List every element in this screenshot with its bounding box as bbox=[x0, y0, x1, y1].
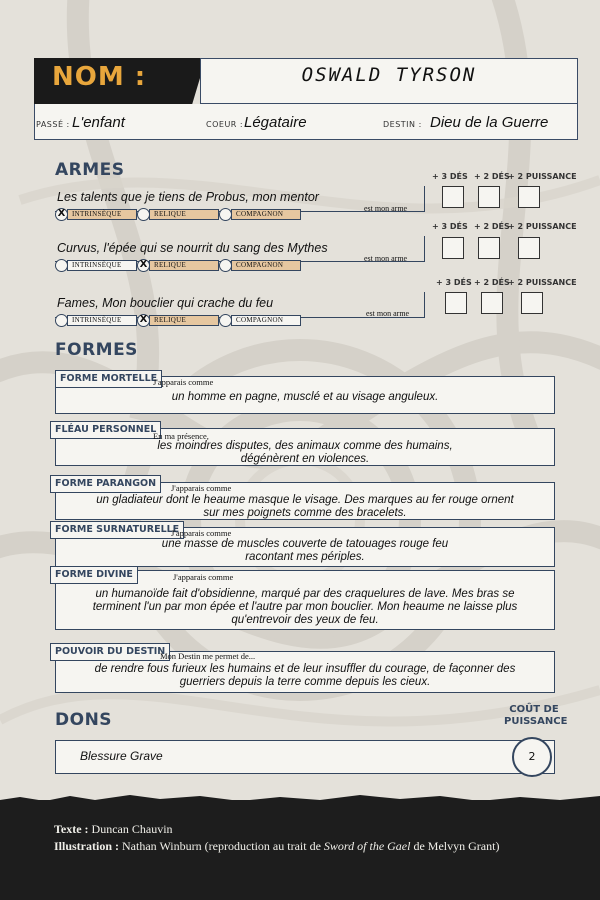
weapon-1-relique-label: RELIQUE bbox=[149, 209, 219, 220]
weapon-1-intrinseque-checkbox[interactable]: X bbox=[55, 208, 68, 221]
coeur-label: COEUR : bbox=[206, 120, 244, 129]
weapon-1-suffix: est mon arme bbox=[364, 204, 408, 213]
fleau-personnel-text: les moindres disputes, des animaux comme des humains, dégénèrent en violences. bbox=[157, 440, 453, 465]
credit-illustration: Illustration : Nathan Winburn (reproduction au trait de Sword of the Gael de Melvyn Grant) bbox=[54, 839, 500, 853]
dice-label-3-des-2: + 3 DÉS bbox=[432, 222, 468, 231]
weapon-3-compagnon-label: COMPAGNON bbox=[231, 315, 301, 326]
dice-box-1-1[interactable] bbox=[442, 186, 464, 208]
dice-label-puissance-2: + 2 PUISSANCE bbox=[508, 222, 577, 231]
dice-label-3-des-3: + 3 DÉS bbox=[436, 278, 472, 287]
coeur-value[interactable]: Légataire bbox=[244, 114, 307, 131]
weapon-2-relique-label: RELIQUE bbox=[149, 260, 219, 271]
don-text: Blessure Grave bbox=[80, 749, 163, 763]
dice-box-2-2[interactable] bbox=[478, 237, 500, 259]
dice-label-3-des-1: + 3 DÉS bbox=[432, 172, 468, 181]
weapon-3-suffix: est mon arme bbox=[366, 309, 410, 318]
destin-label: DESTIN : bbox=[383, 120, 422, 129]
weapon-2-compagnon-checkbox[interactable] bbox=[219, 259, 232, 272]
weapon-1-intrinseque-label: INTRINSÈQUE bbox=[67, 209, 137, 220]
weapon-2-intrinseque-checkbox[interactable] bbox=[55, 259, 68, 272]
weapon-1-compagnon-label: COMPAGNON bbox=[231, 209, 301, 220]
forme-divine-text: un humanoïde fait d'obsidienne, marqué par des craquelures de lave. Mes bras se terminent l'un par mon épée et l'autre par mon bouclier. Mon heaume ne laisse plus qu'entrevoir des yeux de feu. bbox=[92, 588, 518, 626]
dons-title: DONS bbox=[55, 710, 113, 730]
dice-label-puissance-1: + 2 PUISSANCE bbox=[508, 172, 577, 181]
fleau-personnel-intro: En ma présence, bbox=[153, 431, 209, 441]
dice-box-2-3[interactable] bbox=[518, 237, 540, 259]
weapon-1-compagnon-checkbox[interactable] bbox=[219, 208, 232, 221]
weapon-3-type bbox=[55, 313, 301, 327]
dice-box-3-3[interactable] bbox=[521, 292, 543, 314]
forme-divine-tab: FORME DIVINE bbox=[50, 566, 138, 584]
dice-box-3-1[interactable] bbox=[445, 292, 467, 314]
weapon-3-intrinseque-label: INTRINSÈQUE bbox=[67, 315, 137, 326]
dice-label-2-des-2: + 2 DÉS bbox=[474, 222, 510, 231]
forme-divine-intro: J'apparais comme bbox=[173, 572, 234, 582]
dice-box-1-3[interactable] bbox=[518, 186, 540, 208]
character-name: OSWALD TYRSON bbox=[301, 64, 477, 86]
forme-surnaturelle-tab: FORME SURNATURELLE bbox=[50, 521, 184, 539]
cout-puissance-label: COÛT DE PUISSANCE bbox=[504, 704, 568, 727]
weapon-3-intrinseque-checkbox[interactable] bbox=[55, 314, 68, 327]
forme-surnaturelle-text: une masse de muscles couverte de tatouages rouge feu racontant mes périples. bbox=[161, 538, 449, 563]
dice-label-puissance-3: + 2 PUISSANCE bbox=[508, 278, 577, 287]
fleau-personnel-tab: FLÉAU PERSONNEL bbox=[50, 421, 161, 439]
pouvoir-destin-tab: POUVOIR DU DESTIN bbox=[50, 643, 170, 661]
weapon-1-type bbox=[55, 207, 301, 221]
destin-value[interactable]: Dieu de la Guerre bbox=[430, 114, 549, 131]
weapon-2-intrinseque-label: INTRINSÈQUE bbox=[67, 260, 137, 271]
pouvoir-destin-intro: Mon Destin me permet de... bbox=[160, 651, 256, 661]
name-label: NOM : bbox=[52, 62, 147, 92]
dice-box-2-1[interactable] bbox=[442, 237, 464, 259]
forme-mortelle-tab: FORME MORTELLE bbox=[55, 370, 162, 388]
dice-box-1-2[interactable] bbox=[478, 186, 500, 208]
weapon-1-relique-checkbox[interactable] bbox=[137, 208, 150, 221]
forme-mortelle-intro: J'apparais comme bbox=[153, 377, 214, 387]
forme-parangon-tab: FORME PARANGON bbox=[50, 475, 161, 493]
weapon-1-text: Les talents que je tiens de Probus, mon mentor bbox=[57, 190, 319, 204]
formes-title: FORMES bbox=[55, 340, 138, 360]
dice-label-2-des-3: + 2 DÉS bbox=[474, 278, 510, 287]
armes-title: ARMES bbox=[55, 160, 125, 180]
weapon-2-compagnon-label: COMPAGNON bbox=[231, 260, 301, 271]
weapon-2-relique-checkbox[interactable]: X bbox=[137, 259, 150, 272]
forme-parangon-intro: J'apparais comme bbox=[171, 483, 232, 493]
pouvoir-destin-text: de rendre fous furieux les humains et de leur insuffler du courage, de façonner des guerriers depuis la terre comme depuis les cieux. bbox=[94, 663, 516, 688]
forme-surnaturelle-intro: J'apparais comme bbox=[171, 528, 232, 538]
weapon-3-compagnon-checkbox[interactable] bbox=[219, 314, 232, 327]
dice-label-2-des-1: + 2 DÉS bbox=[474, 172, 510, 181]
forme-parangon-text: un gladiateur dont le heaume masque le visage. Des marques au fer rouge ornent sur mes poignets comme des bracelets. bbox=[96, 494, 514, 519]
passe-label: PASSÉ : bbox=[36, 120, 70, 129]
passe-value[interactable]: L'enfant bbox=[72, 114, 125, 131]
weapon-3-text: Fames, Mon bouclier qui crache du feu bbox=[57, 296, 274, 310]
cout-puissance-value[interactable]: 2 bbox=[512, 737, 552, 777]
weapon-3-relique-checkbox[interactable]: X bbox=[137, 314, 150, 327]
weapon-2-type bbox=[55, 258, 301, 272]
credit-texte: Texte : Duncan Chauvin bbox=[54, 822, 173, 836]
forme-mortelle-text: un homme en pagne, musclé et au visage anguleux. bbox=[171, 391, 439, 403]
weapon-3-relique-label: RELIQUE bbox=[149, 315, 219, 326]
dice-box-3-2[interactable] bbox=[481, 292, 503, 314]
weapon-2-text: Curvus, l'épée qui se nourrit du sang des Mythes bbox=[57, 241, 328, 255]
weapon-2-suffix: est mon arme bbox=[364, 254, 408, 263]
